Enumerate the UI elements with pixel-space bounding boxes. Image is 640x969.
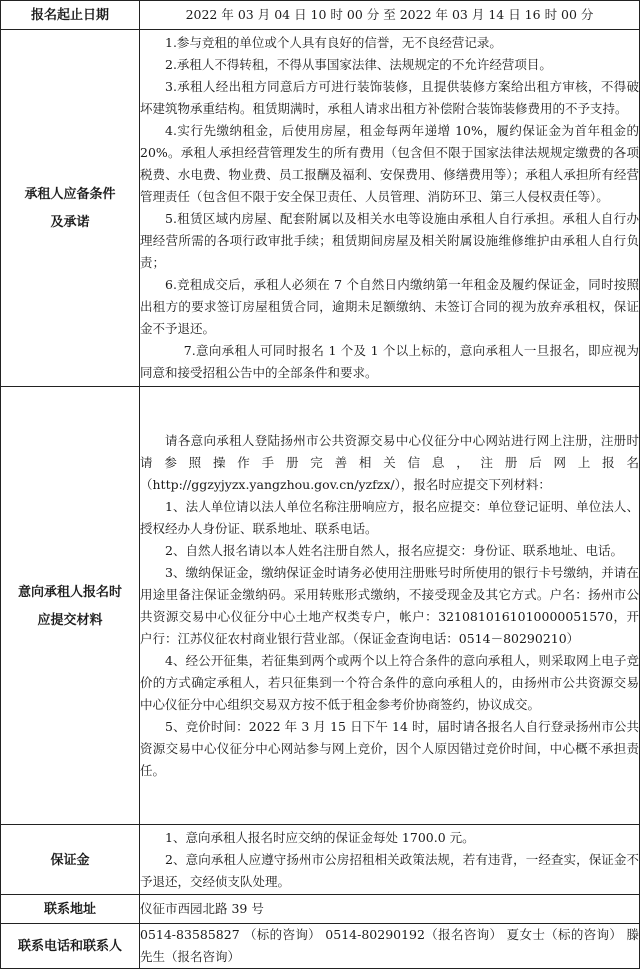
materials-item-4: 4、经公开征集，若征集到两个或两个以上符合条件的意向承租人，则采取网上电子竞价的方式确定承租人，若只征集到一个符合条件的意向承租人的，由扬州市公共资源交易中心仪征分中心组织交易双方按不低于租金参考价协商签约，协议成交。 bbox=[140, 652, 639, 712]
address-value: 仪征市西园北路 39 号 bbox=[140, 895, 640, 924]
materials-item-2: 2、自然人报名请以本人姓名注册自然人，报名应提交：身份证、联系地址、电话。 bbox=[165, 542, 623, 558]
required-materials-content bbox=[140, 387, 640, 825]
label-address: 联系地址 bbox=[1, 895, 140, 924]
label-required-materials bbox=[1, 387, 140, 825]
row-contact bbox=[1, 924, 640, 969]
row-registration-period bbox=[1, 1, 640, 30]
row-required-materials bbox=[1, 387, 640, 825]
condition-item-1: 1.参与竞租的单位或个人具有良好的信誉，无不良经营记录。 bbox=[165, 35, 502, 50]
deposit-content bbox=[140, 825, 640, 895]
condition-item-6: 6.竞租成交后，承租人必须在 7 个自然日内缴纳第一年租金及履约保证金，同时按照出租方的要求签订房屋租赁合同，逾期未足额缴纳、未签订合同的视为放弃承租权，保证金不予退还。 bbox=[140, 277, 639, 336]
label-required-materials-line2: 应提交材料 bbox=[37, 611, 103, 627]
label-registration-period: 报名起止日期 bbox=[1, 1, 140, 30]
condition-item-3: 3.承租人经出租方同意后方可进行装饰装修，且提供装修方案给出租方审核，不得破坏建筑物承重结构。租赁期满时，承租人请求出租方补偿附合装饰装修费用的不予支持。 bbox=[140, 79, 639, 116]
condition-item-7: 7.意向承租人可同时报名 1 个及 1 个以上标的，意向承租人一旦报名，即应视为同意和接受招租公告中的全部条件和要求。 bbox=[140, 343, 639, 380]
label-tenant-conditions bbox=[1, 30, 140, 387]
row-address bbox=[1, 895, 640, 924]
row-tenant-conditions bbox=[1, 30, 640, 387]
label-tenant-conditions-line1: 承租人应备条件 bbox=[24, 186, 116, 201]
row-deposit bbox=[1, 825, 640, 895]
contact-value: 0514-83585827 （标的咨询） 0514-80290192（报名咨询） 夏女士（标的咨询） 滕先生（报名咨询） bbox=[140, 924, 640, 969]
label-required-materials-line1: 意向承租人报名时 bbox=[17, 583, 122, 599]
materials-item-1: 1、法人单位请以法人单位名称注册响应方，报名应提交：单位登记证明、单位法人、授权经办人身份证、联系地址、联系电话。 bbox=[140, 498, 639, 536]
condition-item-2: 2.承租人不得转租，不得从事国家法律、法规规定的不允许经营项目。 bbox=[165, 57, 552, 72]
label-contact: 联系电话和联系人 bbox=[1, 924, 140, 969]
registration-period-value: 2022 年 03 月 04 日 10 时 00 分 至 2022 年 03 月 14 日 16 时 00 分 bbox=[140, 1, 640, 30]
deposit-item-1: 1、意向承租人报名时应交纳的保证金每处 1700.0 元。 bbox=[165, 829, 475, 845]
condition-item-5: 5.租赁区域内房屋、配套附属以及相关水电等设施由承租人自行承担。承租人自行办理经营所需的各项行政审批手续；租赁期间房屋及相关附属设施维修维护由承租人自行负责； bbox=[140, 211, 639, 270]
label-deposit: 保证金 bbox=[1, 825, 140, 895]
tenant-conditions-content bbox=[140, 30, 640, 387]
materials-item-3: 3、缴纳保证金，缴纳保证金时请务必使用注册账号时所使用的银行卡号缴纳，并请在用途里备注保证金缴纳码。采用转账形式缴纳，不接受现金及其它方式。户名：扬州市公共资源交易中心仪征分中心土地产权类专户，帐户：3210810161010000051570，开户行：江苏仪征农村商业银行营业部。（保证金查询电话：0514－80290210） bbox=[140, 564, 639, 646]
condition-item-4: 4.实行先缴纳租金，后使用房屋，租金每两年递增 10%，履约保证金为首年租金的 20%。承租人承担经营管理发生的所有费用（包含但不限于国家法律法规规定缴费的各项税费、水电费、物业费、员工报酬及福利、安保费用、修缮费用等）；承租人承担所有经营管理责任（包含但不限于安全保卫责任、人员管理、消防环卫、第三人侵权责任等）。 bbox=[140, 123, 639, 204]
deposit-item-2: 2、意向承租人应遵守扬州市公房招租相关政策法规，若有违背，一经查实，保证金不予退还，交经侦支队处理。 bbox=[140, 851, 639, 889]
label-tenant-conditions-line2: 及承诺 bbox=[50, 214, 90, 229]
materials-item-5: 5、竞价时间：2022 年 3 月 15 日下午 14 时，届时请各报名人自行登录扬州市公共资源交易中心仪征分中心网站参与网上竞价，因个人原因错过竞价时间，中心概不承担责任。 bbox=[140, 718, 639, 778]
materials-intro: 请各意向承租人登陆扬州市公共资源交易中心仪征分中心网站进行网上注册，注册时请参照操作手册完善相关信息，注册后网上报名（http://ggzyjyzx.yangzhou.gov.cn/yzfzx/），报名时应提交下列材料： bbox=[140, 432, 639, 492]
